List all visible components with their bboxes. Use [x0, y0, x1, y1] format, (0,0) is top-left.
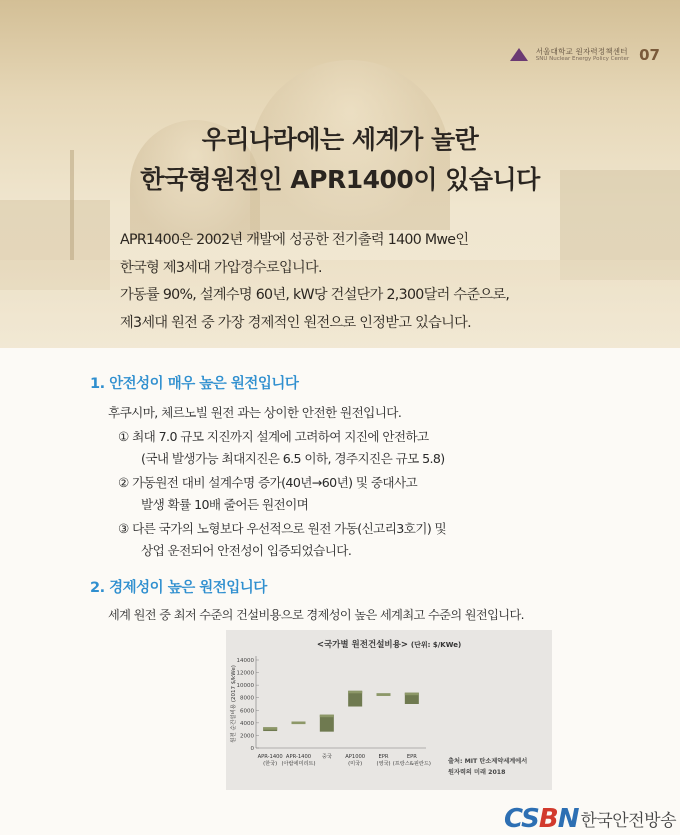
chart-y-tick-label: 2000 [240, 733, 254, 740]
chart-title: <국가별 원전건설비용> (단위: $/KWe) [316, 640, 462, 650]
section-text: 세계 원전 중 최저 수준의 건설비용으로 경제성이 높은 세계최고 수준의 원전입니다. [108, 608, 524, 622]
chart-y-axis-label: 원전 순건설비용 (2017 $/kWe) [231, 665, 237, 743]
chart-y-tick-label: 4000 [240, 720, 254, 727]
chart-y-tick-label: 0 [250, 746, 254, 752]
chart-x-tick-label: (프랑스&핀란드) [392, 761, 431, 767]
brand-name-korean: 서울대학교 원자력정책센터 [535, 46, 628, 56]
section-text: 후쿠시마, 체르노빌 원전 과는 상이한 안전한 원전입니다. [108, 405, 402, 420]
chart-x-tick-label: APR-1400 [285, 754, 312, 760]
section-text: ③ 다른 국가의 노형보다 우선적으로 원전 가동(신고리3호기) 및 [118, 521, 447, 536]
chart-y-tick-label: 14000 [236, 658, 254, 664]
hero-body-line: 제3세대 원전 중 가장 경제적인 원전으로 인정받고 있습니다. [120, 314, 471, 331]
chart-unit: (단위: $/KWe) [410, 641, 462, 649]
chart-bar [320, 715, 334, 732]
section-title-economy: 2. 경제성이 높은 원전입니다 [90, 580, 267, 596]
chart-x-tick-label: EPR [378, 754, 389, 760]
chart-x-tick-label: (한국) [263, 761, 278, 767]
chart-bar-highlight [320, 715, 334, 718]
page-number: 07 [639, 46, 660, 64]
chart-x-tick-label: (아랍에미리트) [281, 761, 316, 767]
chart-x-tick-label: EPR [406, 754, 417, 760]
content-area [0, 348, 680, 835]
chart-x-tick-label: APR-1400 [257, 754, 283, 760]
snu-center-logo-icon [508, 48, 530, 62]
csbn-logo [504, 805, 676, 833]
hero-body [120, 227, 580, 337]
chart-bar-highlight [377, 693, 391, 696]
chart-y-tick-label: 8000 [240, 695, 254, 702]
chart-x-tick-label: (미국) [348, 761, 363, 767]
chart-x-tick-label: (영국) [376, 761, 391, 767]
section-text: ① 최대 7.0 규모 지진까지 설계에 고려하여 지진에 안전하고 [118, 429, 429, 444]
brand-name-english: SNU Nuclear Energy Policy Center [535, 56, 630, 62]
chart-y-tick-label: 6000 [240, 708, 254, 715]
chart-source: 출처: MIT 탄소제약세계에서 원자력의 미래 2018 [448, 758, 528, 776]
chart-bar-highlight [263, 727, 277, 730]
section-text: ② 가동원전 대비 설계수명 증가(40년→60년) 및 중대사고 [118, 475, 418, 490]
section-title-safety: 1. 안전성이 매우 높은 원전입니다 [90, 376, 299, 392]
section-text: (국내 발생가능 최대지진은 6.5 이하, 경주지진은 규모 5.8) [141, 451, 445, 466]
chart-bar-highlight [292, 722, 306, 725]
chart-y-tick-label: 10000 [236, 683, 254, 690]
chart-x-tick-label: 중국 [321, 754, 332, 760]
hero-body-line: 한국형 제3세대 가압경수로입니다. [120, 259, 322, 276]
section-text: 발생 확률 10배 줄어든 원전이며 [141, 497, 309, 512]
chart-y-tick-label: 12000 [236, 670, 254, 677]
hero-body-line: 가동률 90%, 설계수명 60년, kW당 건설단가 2,300달러 수준으로, [120, 287, 510, 303]
hero-title-line: 한국형원전인 APR1400이 있습니다 [140, 165, 540, 194]
construction-cost-chart [226, 630, 552, 790]
section-text: 상업 운전되어 안전성이 입증되었습니다. [141, 543, 352, 558]
hero-title [0, 120, 680, 200]
hero-banner [0, 0, 680, 348]
hero-body-line: APR1400은 2002년 개발에 성공한 전기출력 1400 Mwe인 [120, 232, 469, 248]
hero-title-line: 우리나라에는 세계가 놀란 [201, 125, 479, 154]
chart-bar-highlight [348, 691, 362, 694]
header-brand [508, 46, 660, 64]
csbn-name: 한국안전방송 [580, 811, 676, 831]
chart-bar-highlight [405, 693, 419, 696]
csbn-wordmark: CSBN [503, 804, 579, 834]
chart-x-tick-label: AP1000 [345, 754, 366, 760]
